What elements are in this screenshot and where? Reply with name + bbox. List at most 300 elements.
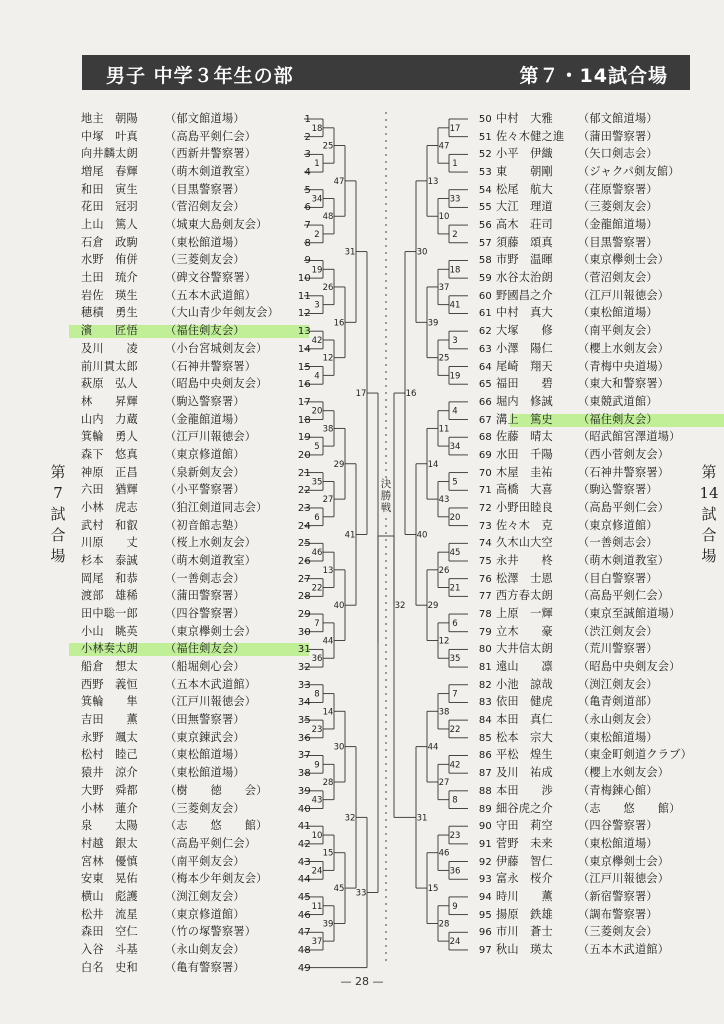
side-label-char: 試 xyxy=(50,505,66,523)
player-entry xyxy=(81,394,311,410)
match-number: 1 xyxy=(314,159,320,170)
seed-number: 20 xyxy=(297,449,311,461)
player-name: 木屋 圭祐 xyxy=(496,465,553,479)
seed-number: 69 xyxy=(478,449,492,461)
player-club: （福住剣友会） xyxy=(578,412,658,426)
player-entry xyxy=(81,535,311,551)
final-label-char: 勝 xyxy=(380,490,392,502)
player-name: 小池 諒哉 xyxy=(496,677,553,691)
seed-number: 50 xyxy=(478,114,492,125)
seed-number: 74 xyxy=(478,538,492,550)
player-entry xyxy=(81,783,311,799)
side-label-char: 場 xyxy=(701,547,717,565)
player-club: （初音館志塾） xyxy=(165,518,245,532)
player-club: （青梅錬心館） xyxy=(578,783,658,797)
player-name: 松井 流星 xyxy=(81,907,138,921)
player-entry xyxy=(474,659,681,675)
match-number: 23 xyxy=(449,831,461,842)
seed-number: 96 xyxy=(478,927,492,939)
player-entry xyxy=(81,801,311,817)
match-number: 38 xyxy=(438,707,450,718)
seed-number: 26 xyxy=(297,556,311,567)
player-entry-highlighted xyxy=(81,641,311,657)
player-entry xyxy=(81,765,311,781)
player-entry xyxy=(81,129,311,145)
player-entry xyxy=(474,836,658,852)
player-club: （蒲田警察署） xyxy=(578,129,658,143)
player-name: 上原 一輝 xyxy=(496,607,553,621)
player-club: （荒川警察署） xyxy=(578,642,658,656)
player-name: 時川 薫 xyxy=(496,889,553,903)
player-name: 中村 真大 xyxy=(496,306,553,320)
seed-number: 22 xyxy=(297,485,311,497)
player-name: 小林奏太朗 xyxy=(81,642,138,656)
player-entry xyxy=(474,217,658,233)
page-number: — 28 — xyxy=(340,975,384,988)
match-number: 24 xyxy=(311,866,323,877)
player-name: 市川 蒼士 xyxy=(496,925,553,939)
match-number: 3 xyxy=(452,336,458,346)
player-name: 菅野 未来 xyxy=(496,836,553,850)
player-entry xyxy=(81,818,311,834)
player-club: （駒込警察署） xyxy=(578,483,658,497)
seed-number: 4 xyxy=(304,167,311,179)
division-title: 男子 中学３年生の部 xyxy=(106,65,294,87)
player-entry xyxy=(81,199,311,215)
seed-number: 84 xyxy=(478,715,492,727)
player-name: 六田 猶輝 xyxy=(81,483,138,497)
player-entry xyxy=(474,164,680,180)
player-entry xyxy=(474,305,658,321)
side-label-right xyxy=(698,462,720,567)
match-number: 25 xyxy=(438,353,450,364)
player-name: 高木 荘司 xyxy=(496,218,553,232)
player-name: 花田 冠羽 xyxy=(81,200,138,214)
player-name: 小山 眺英 xyxy=(81,624,138,638)
seed-number: 13 xyxy=(297,326,311,338)
player-entry xyxy=(81,359,311,375)
match-number: 11 xyxy=(311,901,323,912)
seed-number: 44 xyxy=(297,874,311,886)
player-entry xyxy=(81,252,311,268)
player-entry xyxy=(81,694,311,710)
match-number: 29 xyxy=(427,601,439,612)
match-number: 46 xyxy=(438,848,450,859)
player-name: 水野 侑併 xyxy=(81,253,138,267)
seed-number: 19 xyxy=(297,432,311,444)
player-entry-highlighted xyxy=(474,412,658,428)
match-number: 40 xyxy=(333,601,345,612)
match-number: 12 xyxy=(322,353,334,364)
seed-number: 71 xyxy=(478,485,492,497)
match-number: 41 xyxy=(344,530,356,541)
player-entry xyxy=(474,465,669,481)
player-entry xyxy=(474,907,658,923)
player-club: （田無警察署） xyxy=(165,713,245,727)
side-label-left xyxy=(47,462,69,567)
player-club: （梅本少年剣友会） xyxy=(165,872,268,886)
player-name: 東 朝剛 xyxy=(496,165,553,179)
player-name: 箕輪 勇人 xyxy=(81,430,138,444)
seed-number: 16 xyxy=(297,379,311,391)
match-number: 13 xyxy=(322,565,334,576)
player-entry xyxy=(474,429,681,445)
seed-number: 48 xyxy=(297,944,311,956)
player-club: （東松館道場） xyxy=(165,235,245,249)
player-entry xyxy=(81,341,311,357)
match-number: 47 xyxy=(438,141,450,152)
player-club: （一善剣志会） xyxy=(165,571,245,585)
player-entry xyxy=(474,553,669,569)
seed-number: 47 xyxy=(297,927,311,939)
player-entry xyxy=(81,624,311,640)
seed-number: 28 xyxy=(297,591,311,603)
match-number: 45 xyxy=(333,884,345,895)
seed-number: 49 xyxy=(297,962,311,974)
match-number: 28 xyxy=(438,919,450,930)
seed-number: 12 xyxy=(297,308,311,320)
seed-number: 37 xyxy=(297,750,311,762)
player-club: （郁文館道場） xyxy=(578,112,658,125)
player-name: 岡尾 和恭 xyxy=(81,571,138,585)
player-name: 森田 空仁 xyxy=(81,925,138,939)
player-entry xyxy=(81,659,311,675)
match-number: 26 xyxy=(322,282,334,293)
player-entry xyxy=(81,465,311,481)
match-number: 27 xyxy=(438,778,450,788)
player-entry xyxy=(81,606,311,622)
seed-number: 5 xyxy=(304,184,311,196)
match-number: 37 xyxy=(438,282,450,293)
match-number: 2 xyxy=(452,229,458,240)
player-name: 揚原 鉄雄 xyxy=(496,907,553,921)
player-entry xyxy=(474,818,658,834)
player-entry xyxy=(474,571,658,587)
player-club: （矢口剣志会） xyxy=(578,147,658,161)
player-club: （東松館道場） xyxy=(578,836,658,850)
match-number: 45 xyxy=(449,548,461,559)
seed-number: 46 xyxy=(297,909,311,921)
seed-number: 81 xyxy=(478,662,492,674)
player-name: 田中聡一郎 xyxy=(81,607,138,621)
player-club: （菅沼剣友会） xyxy=(165,200,245,214)
player-club: （南平剣友会） xyxy=(578,324,658,338)
seed-number: 35 xyxy=(297,715,311,727)
player-club: （三菱剣友会） xyxy=(578,925,658,939)
player-name: 向井麟太朗 xyxy=(81,147,138,161)
match-number: 39 xyxy=(322,919,334,930)
player-club: （荏原警察署） xyxy=(578,182,658,196)
match-number: 47 xyxy=(333,176,345,187)
player-name: 松尾 航大 xyxy=(496,182,553,196)
player-name: 宮林 優慎 xyxy=(81,854,138,868)
player-club: （高島平剣仁会） xyxy=(578,500,670,514)
match-number: 35 xyxy=(311,477,323,488)
player-club: （一善剣志会） xyxy=(578,536,658,550)
player-entry xyxy=(81,482,311,498)
player-club: （高島平剣仁会） xyxy=(165,129,257,143)
match-number: 16 xyxy=(333,318,345,329)
player-club: （目黒警察署） xyxy=(165,182,245,196)
match-number: 4 xyxy=(314,371,320,382)
match-number: 15 xyxy=(322,848,334,859)
player-entry xyxy=(474,730,658,746)
seed-number: 95 xyxy=(478,909,492,921)
player-club: （福住剣友会） xyxy=(165,324,245,338)
player-entry xyxy=(474,942,669,958)
player-name: 佐藤 晴太 xyxy=(496,430,553,444)
match-number: 19 xyxy=(449,371,461,382)
seed-number: 43 xyxy=(297,856,311,868)
player-name: 船倉 想太 xyxy=(81,660,138,674)
player-name: 尾崎 翔天 xyxy=(496,359,553,373)
player-club: （目黒警察署） xyxy=(578,235,658,249)
player-name: 泉 太陽 xyxy=(81,819,138,833)
player-club: （江戸川報徳会） xyxy=(165,430,257,444)
player-club: （蒲田警察署） xyxy=(165,589,245,603)
seed-number: 34 xyxy=(297,697,311,709)
match-number: 17 xyxy=(355,389,367,400)
match-number: 46 xyxy=(311,548,323,559)
player-name: 入谷 斗基 xyxy=(81,942,138,956)
match-number: 36 xyxy=(311,654,323,665)
player-entry xyxy=(81,889,311,905)
player-entry xyxy=(81,960,311,976)
match-number: 27 xyxy=(322,495,334,506)
player-name: 村越 銀太 xyxy=(81,836,138,850)
player-name: 岩佐 瑛生 xyxy=(81,288,138,302)
player-entry xyxy=(474,323,658,339)
player-entry xyxy=(81,182,311,198)
player-club: （西新井警察署） xyxy=(165,147,257,161)
player-name: 本田 渉 xyxy=(496,783,553,797)
seed-number: 6 xyxy=(304,202,311,214)
player-entry xyxy=(474,747,692,763)
player-club: （渕江剣友会） xyxy=(165,889,245,903)
player-name: 松本 宗大 xyxy=(496,730,553,744)
player-entry xyxy=(81,429,311,445)
player-club: （小台宮城剣友会） xyxy=(165,341,268,355)
match-number: 42 xyxy=(449,760,461,771)
seed-number: 67 xyxy=(478,414,492,426)
player-club: （亀青剣道部） xyxy=(578,695,658,709)
player-name: 小林 蓮介 xyxy=(81,801,138,815)
match-number: 25 xyxy=(322,141,334,152)
seed-number: 9 xyxy=(304,255,311,267)
match-number: 14 xyxy=(322,707,334,718)
player-entry xyxy=(474,854,669,870)
player-entry xyxy=(474,235,658,251)
player-name: 永井 柊 xyxy=(496,554,553,567)
player-club: （竹の塚警察署） xyxy=(165,925,257,939)
player-entry xyxy=(474,111,658,127)
player-entry xyxy=(81,907,311,923)
match-number: 9 xyxy=(314,760,320,771)
seed-number: 33 xyxy=(297,679,311,691)
player-name: 大江 理道 xyxy=(496,200,553,214)
player-club: （新宿警察署） xyxy=(578,889,658,903)
match-number: 40 xyxy=(416,530,428,541)
seed-number: 89 xyxy=(478,803,492,815)
match-number: 9 xyxy=(452,901,458,912)
player-name: 堀内 修誠 xyxy=(496,394,553,408)
player-club: （高島平剣仁会） xyxy=(578,589,670,603)
player-name: 富永 桜介 xyxy=(496,872,553,886)
player-club: （昭島中央剣友会） xyxy=(165,377,268,391)
match-number: 4 xyxy=(452,406,458,417)
player-name: 依田 健虎 xyxy=(496,695,553,709)
player-club: （萌木剣道教室） xyxy=(165,165,257,179)
player-entry xyxy=(474,359,669,375)
player-club: （渋江剣友会） xyxy=(578,624,658,638)
player-name: 守田 莉空 xyxy=(496,819,553,833)
player-name: 及川 祐成 xyxy=(496,766,553,780)
player-entry xyxy=(474,677,658,693)
seed-number: 55 xyxy=(478,202,492,214)
seed-number: 1 xyxy=(304,114,311,125)
side-label-char: 試 xyxy=(701,505,717,523)
seed-number: 53 xyxy=(478,167,492,179)
seed-number: 79 xyxy=(478,626,492,638)
seed-number: 10 xyxy=(297,273,311,285)
side-label-char: 7 xyxy=(53,484,63,502)
seed-number: 64 xyxy=(478,361,492,373)
player-club: （櫻上水剣友会） xyxy=(578,341,670,355)
player-name: 溝上 篤史 xyxy=(496,412,553,426)
player-name: 水田 千陽 xyxy=(496,447,553,461)
seed-number: 51 xyxy=(478,131,492,143)
final-label-char: 戦 xyxy=(380,502,392,514)
seed-number: 97 xyxy=(478,944,492,956)
player-entry xyxy=(474,641,658,657)
side-label-char: 合 xyxy=(50,526,66,544)
player-entry xyxy=(81,518,311,534)
player-club: （郁文館道場） xyxy=(165,112,245,125)
seed-number: 27 xyxy=(297,573,311,585)
player-entry xyxy=(474,606,681,622)
seed-number: 56 xyxy=(478,220,492,232)
player-club: （志 悠 館） xyxy=(578,801,681,815)
match-number: 32 xyxy=(344,813,356,824)
player-club: （東大和警察署） xyxy=(578,377,670,391)
player-club: （昭島中央剣友会） xyxy=(578,660,681,674)
player-entry xyxy=(81,553,311,569)
match-number: 6 xyxy=(314,512,320,523)
player-name: 須藤 頌真 xyxy=(496,235,553,249)
match-number: 39 xyxy=(427,318,439,329)
seed-number: 75 xyxy=(478,556,492,567)
player-club: （桜上水剣友会） xyxy=(165,536,257,550)
player-name: 安東 晃佑 xyxy=(81,872,138,886)
player-name: 武村 和叡 xyxy=(81,518,138,532)
player-club: （西小菅剣友会） xyxy=(578,447,670,461)
match-number: 30 xyxy=(333,742,345,753)
match-number: 18 xyxy=(311,123,323,134)
player-club: （永山剣友会） xyxy=(578,713,658,727)
section-header xyxy=(82,55,690,90)
player-club: （調布警察署） xyxy=(578,907,658,921)
player-name: 石倉 政駒 xyxy=(81,235,138,249)
player-entry xyxy=(474,376,669,392)
player-club: （江戸川報徳会） xyxy=(578,288,670,302)
player-name: 白名 史和 xyxy=(81,960,138,974)
player-name: 吉田 薫 xyxy=(81,713,138,727)
player-name: 松村 睦己 xyxy=(81,748,138,762)
player-entry xyxy=(474,801,681,817)
seed-number: 21 xyxy=(297,467,311,479)
match-number: 31 xyxy=(416,813,428,824)
player-name: 遠山 凛 xyxy=(496,660,553,674)
player-entry xyxy=(81,412,311,428)
player-name: 平松 煌生 xyxy=(496,748,553,762)
match-number: 6 xyxy=(452,618,458,629)
player-name: 森下 悠真 xyxy=(81,447,138,461)
player-name: 伊藤 智仁 xyxy=(496,854,553,868)
player-name: 市野 温暉 xyxy=(496,253,553,267)
seed-number: 80 xyxy=(478,644,492,656)
player-name: 野國昌之介 xyxy=(496,288,553,302)
player-club: （福住剣友会） xyxy=(165,642,245,656)
seed-number: 77 xyxy=(478,591,492,603)
player-club: （三菱剣友会） xyxy=(578,200,658,214)
player-entry xyxy=(81,305,311,321)
player-name: 西方春太朗 xyxy=(496,589,553,603)
player-name: 久木山大空 xyxy=(496,536,553,550)
player-club: （萌木剣道教室） xyxy=(165,554,257,567)
seed-number: 93 xyxy=(478,874,492,886)
match-number: 21 xyxy=(449,583,461,594)
player-club: （青梅中央道場） xyxy=(578,359,670,373)
seed-number: 83 xyxy=(478,697,492,709)
match-number: 26 xyxy=(438,565,450,576)
seed-number: 14 xyxy=(297,343,311,355)
player-club: （五本木武道館） xyxy=(165,677,257,691)
seed-number: 86 xyxy=(478,750,492,762)
player-entry xyxy=(474,270,658,286)
player-entry xyxy=(81,270,311,286)
player-club: （狛江剣道同志会） xyxy=(165,500,268,514)
player-name: 土田 琉介 xyxy=(81,271,138,285)
seed-number: 57 xyxy=(478,237,492,249)
match-number: 42 xyxy=(311,336,323,346)
player-club: （東松館道場） xyxy=(165,766,245,780)
player-name: 神原 正昌 xyxy=(81,465,138,479)
seed-number: 65 xyxy=(478,379,492,391)
player-entry xyxy=(81,217,311,233)
match-number: 10 xyxy=(311,831,323,842)
match-number: 24 xyxy=(449,937,461,948)
player-club: （東京欅剣士会） xyxy=(578,854,670,868)
seed-number: 82 xyxy=(478,679,492,691)
player-club: （昭武館宮澤道場） xyxy=(578,430,681,444)
match-number: 28 xyxy=(322,778,334,788)
seed-number: 7 xyxy=(304,220,311,232)
player-name: 松澤 士恩 xyxy=(496,571,553,585)
player-entry xyxy=(81,146,311,162)
court-title: 第７・14試合場 xyxy=(519,65,668,87)
match-number: 17 xyxy=(449,123,461,134)
match-number: 34 xyxy=(311,194,323,205)
match-number: 15 xyxy=(427,884,439,895)
player-club: （目白警察署） xyxy=(578,571,658,585)
seed-number: 2 xyxy=(304,131,311,143)
player-club: （四谷警察署） xyxy=(165,607,245,621)
seed-number: 24 xyxy=(297,520,311,532)
match-number: 43 xyxy=(438,495,450,506)
player-club: （石神井警察署） xyxy=(165,359,257,373)
final-match-label xyxy=(379,478,393,514)
match-number: 7 xyxy=(452,689,458,700)
